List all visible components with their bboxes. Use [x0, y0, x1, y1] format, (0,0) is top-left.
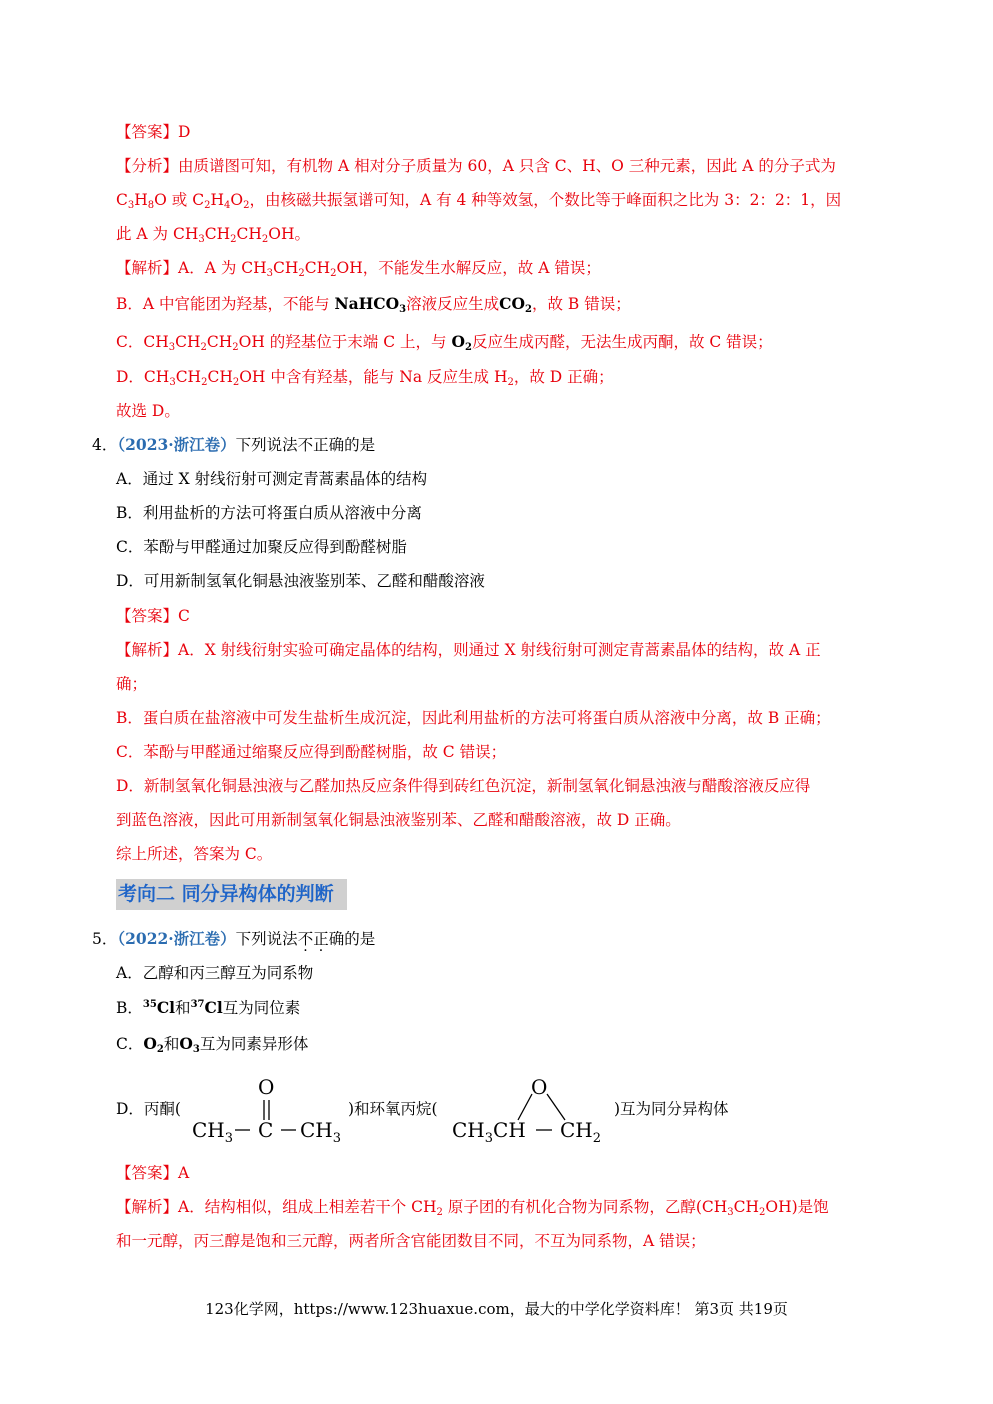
- explain-line-a: 【解析】A．A 为 $CH_3CH_2CH_2OH$，不能发生水解反应，故 A 错误；: [116, 259, 601, 279]
- epoxypropane-structure: [448, 1074, 618, 1146]
- section-heading: 考向二 同分异构体的判断: [116, 879, 347, 910]
- acetone-left-group: $CH_3$: [192, 1118, 234, 1146]
- question-5-stem: 5．（2022·浙江卷）下列说法不正确的是: [92, 929, 376, 948]
- analysis-line-1: 【分析】由质谱图可知，有机物 A 相对分子质量为 60，A 只含 C、H、O 三种元素，因此 A 的分子式为: [116, 157, 836, 175]
- question-4-explain-7: 综上所述，答案为 C。: [116, 845, 273, 863]
- acetone-carbon: C: [258, 1118, 274, 1142]
- question-5-option-b: B．$^{35}$Cl和$^{37}$Cl互为同位素: [116, 998, 301, 1017]
- question-4-explain-5: D．新制氢氧化铜悬浊液与乙醛加热反应条件得到砖红色沉淀，新制氢氧化铜悬浊液与醋酸溶液反应得: [116, 777, 811, 795]
- question-4-explain-4: C．苯酚与甲醛通过缩聚反应得到酚醛树脂，故 C 错误；: [116, 743, 507, 761]
- question-4-explain-3: B．蛋白质在盐溶液中可发生盐析生成沉淀，因此利用盐析的方法可将蛋白质从溶液中分离，故 B 正确；: [116, 709, 831, 727]
- question-4-explain-1: 【解析】A．X 射线衍射实验可确定晶体的结构，则通过 X 射线衍射可测定青蒿素晶体的结构，故 A 正: [116, 641, 821, 659]
- explain-line-d: D．$CH_3CH_2CH_2OH$ 中含有羟基，能与 Na 反应生成 $H_2$，故 D 正确；: [116, 368, 614, 388]
- question-5-explain-1: 【解析】A．结构相似，组成上相差若干个 $CH_2$ 原子团的有机化合物为同系物，乙醇$(CH_3CH_2OH)$是饱: [116, 1198, 829, 1218]
- question-5-explain-2: 和一元醇，丙三醇是饱和三元醇，两者所含官能团数目不同，不互为同系物，A 错误；: [116, 1232, 706, 1250]
- analysis-line-3: 此 A 为 $CH_3CH_2CH_2OH$。: [116, 225, 310, 245]
- answer-line: 【答案】D: [116, 123, 191, 141]
- question-4-option-b: B．利用盐析的方法可将蛋白质从溶液中分离: [116, 504, 422, 522]
- question-5-answer: 【答案】A: [116, 1164, 190, 1182]
- question-4-option-d: D．可用新制氢氧化铜悬浊液鉴别苯、乙醛和醋酸溶液: [116, 572, 485, 590]
- epoxy-right-group: $CH_2$: [560, 1118, 602, 1146]
- question-5-option-d-mid: )和环氧丙烷(: [348, 1100, 438, 1118]
- acetone-structure: [188, 1074, 348, 1146]
- question-5-option-a: A．乙醇和丙三醇互为同系物: [116, 964, 314, 982]
- question-4-answer: 【答案】C: [116, 607, 190, 625]
- epoxy-oxygen: O: [531, 1075, 548, 1099]
- acetone-oxygen: O: [258, 1075, 275, 1099]
- question-5-option-c: C．$O_2$和$O_3$互为同素异形体: [116, 1034, 309, 1055]
- question-5-option-d-post: )互为同分异构体: [614, 1100, 729, 1118]
- page-footer: 123化学网，https://www.123huaxue.com，最大的中学化学资料库！ 第3页 共19页: [205, 1300, 788, 1318]
- question-4-option-a: A．通过 X 射线衍射可测定青蒿素晶体的结构: [116, 470, 428, 488]
- epoxy-left-group: $CH_3CH$: [452, 1118, 526, 1146]
- explain-line-b: B．A 中官能团为羟基，不能与 NaHCO$_3$溶液反应生成$CO_2$，故 B 错误；: [116, 294, 631, 315]
- explain-line-c: C．$CH_3CH_2CH_2OH$ 的羟基位于末端 C 上，与 $O_2$反应生成丙醛，无法生成丙酮，故 C 错误；: [116, 332, 773, 353]
- question-5-option-d-pre: D．丙酮(: [116, 1100, 181, 1118]
- acetone-right-group: $CH_3$: [300, 1118, 342, 1146]
- question-4-stem: 4．（2023·浙江卷）下列说法不正确的是: [92, 435, 376, 454]
- question-4-option-c: C．苯酚与甲醛通过加聚反应得到酚醛树脂: [116, 538, 407, 556]
- explain-conclusion: 故选 D。: [116, 402, 180, 420]
- question-4-explain-2: 确；: [116, 675, 148, 693]
- question-4-explain-6: 到蓝色溶液，因此可用新制氢氧化铜悬浊液鉴别苯、乙醛和醋酸溶液，故 D 正确。: [116, 811, 681, 829]
- analysis-line-2: $C_3H_8O$ 或 $C_2H_4O_2$，由核磁共振氢谱可知，A 有 4 种等效氢，个数比等于峰面积之比为 3：2：2：1，因: [116, 191, 842, 211]
